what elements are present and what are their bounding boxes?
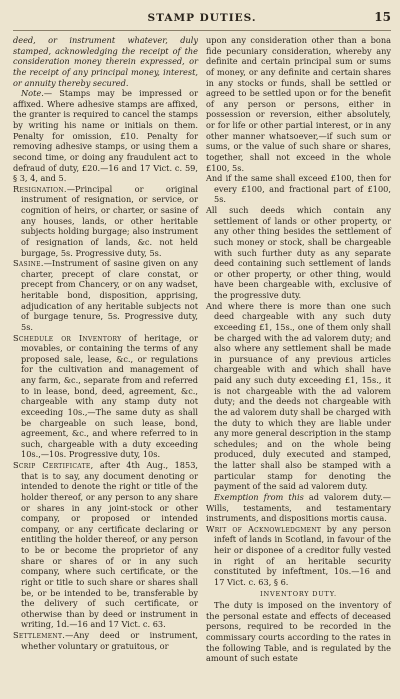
- note-paragraph: [13, 88, 198, 184]
- entry-heading: Writ of Acknowledgment: [206, 523, 322, 534]
- entry-writ-of-acknowledgment: [206, 524, 391, 588]
- settlement-continued: upon any consideration other than a bona fide pecuniary consideration, whereby any definite and certain principal sum or sums of money, or any definite and certain shares in any stocks or funds, shall be settled or agreed to be settled upon or for the benefit of any person or persons, either in possession or reversion, either absolutely, or for life or other partial interest, or in any other manner whatsoever,—if such sum or sums, or the value of such share or shares, together, shall not exceed in the whole £100, 5s.: [206, 35, 391, 173]
- running-title: STAMP DUTIES.: [147, 12, 257, 24]
- entry-text: by any person infeft of lands in Scotland, in favour of the heir or disponee of a creditor fully vested in right of an heritable security constituted by infeftment, 10s.—16 and 17 Vict. c. 63, § 6.: [214, 523, 392, 587]
- page-number: 15: [374, 10, 391, 24]
- entry-heading: Scrip Certificate,: [13, 460, 94, 470]
- entry-sasine: [13, 258, 198, 332]
- page-header: [13, 8, 391, 31]
- entry-heading: Schedule or Inventory: [13, 332, 122, 343]
- paragraph: And if the same shall exceed £100, then for every £100, and fractional part of £100, 5s.: [206, 173, 391, 205]
- continued-paragraph: deed, or instrument whatever, duly stamped, acknowledging the receipt of the consideration money therein expressed, or the receipt of any principal money, interest, or annuity thereby secured.: [13, 35, 198, 88]
- entry-text: —Instrument of sasine given on any charter, precept of clare constat, or precept from Chancery, or on any wadset, heritable bond, disposition, apprising, adjudication of any heritable subjects not of burgage tenure, 5s. Progressive duty, 5s.: [21, 258, 198, 332]
- entry-text: —Principal or original instrument of resignation, or service, or cognition of heirs, or charter, or sasine of any houses, lands, or other heritable subjects holding burgage; also instrument of resignation of lands, &c. not held burgage, 5s. Progressive duty, 5s.: [21, 183, 198, 258]
- entry-resignation: [13, 184, 198, 258]
- entry-text: of heritage, or movables, or containing the terms of any proposed sale, lease, &c., or regulations for the cultivation and management of any farm, &c., separate from and referred to in lease, bond, deed, agreement, &c., chargeable with any stamp duty not exceeding 10s.,—The same duty as shall be chargeable on such lease, bond, agreement, &c., and where referred to in such, chargeable with a duty exceeding 10s.,—10s. Progressive duty, 10s.: [21, 332, 198, 460]
- entry-heading: Sasine.: [13, 258, 44, 269]
- section-heading: INVENTORY DUTY.: [260, 589, 337, 598]
- note-text: — Stamps may be impressed or affixed. Where adhesive stamps are affixed, the granter is required to cancel the stamps by writing his name or initials on them. Penalty for omission, £10. Penalty for removing adhesive stamps, or using them a second time, or doing any fraudulent act to defraud of duty, £20.—16 and 17 Vict. c. 59, § 3, 4, and 5.: [13, 88, 198, 184]
- entry-heading: Settlement.: [13, 630, 66, 640]
- left-column: [13, 35, 198, 664]
- paragraph: All such deeds which contain any settlement of lands or other property, or any other thing besides the settlement of such money or stock, shall be chargeable with such further duty as any separate deed containing such settlement of lands or other property, or other thing, would have been chargeable with, exclusive of the progressive duty.: [206, 205, 391, 300]
- exemption-text: ad valorem duty.—Wills, testaments, and testamentary instruments, and dispositions mortis causa.: [206, 491, 391, 524]
- entry-heading: Resignation.: [13, 183, 67, 194]
- right-column: [206, 35, 391, 664]
- note-heading: Note.: [21, 88, 44, 99]
- entry-text: after 4th Aug., 1853, that is to say, any document denoting or intended to denote the right or title of the holder thereof, or any person to any share or shares in any joint-stock or other company, or proposed or intended company, or any certificate declaring or entitling the holder thereof, or any person to be or become the proprietor of any share or shares of or in any such company, where such certificate, or the right or title to such share or shares shall be, or be intended to be, transferable by the delivery of such certificate, or otherwise than by deed or instrument in writing, 1d.—16 and 17 Vict. c. 63.: [21, 460, 199, 630]
- entry-scrip-certificate: [13, 460, 198, 630]
- exemption-heading: Exemption from this: [214, 491, 304, 502]
- entry-settlement: [13, 630, 198, 651]
- entry-text: —Any deed or instrument, whether voluntary or gratuitous, or: [21, 630, 198, 651]
- exemption-paragraph: [206, 492, 391, 524]
- text-columns: [13, 35, 391, 664]
- inventory-paragraph: The duty is imposed on the inventory of the personal estate and effects of deceased persons, required to be recorded in the commissary courts according to the rates in the following Table, and is regulated by the amount of such estate: [206, 600, 391, 664]
- entry-schedule: [13, 333, 198, 461]
- paragraph: And where there is more than one such deed chargeable with any such duty exceeding £1, 15s., one of them only shall be charged with the ad valorem duty; and also where any settlement shall be made in pursuance of any previous articles chargeable with and which shall have paid any such duty exceeding £1, 15s., it is not chargeable with the ad valorem duty; and the deeds not chargeable with the ad valorem duty shall be charged with the duty to which they are liable under any more general description in the stamp schedules; and on the whole being produced, duly executed and stamped, the latter shall also be stamped with a particular stamp for denoting the payment of the said ad valorem duty.: [206, 300, 391, 492]
